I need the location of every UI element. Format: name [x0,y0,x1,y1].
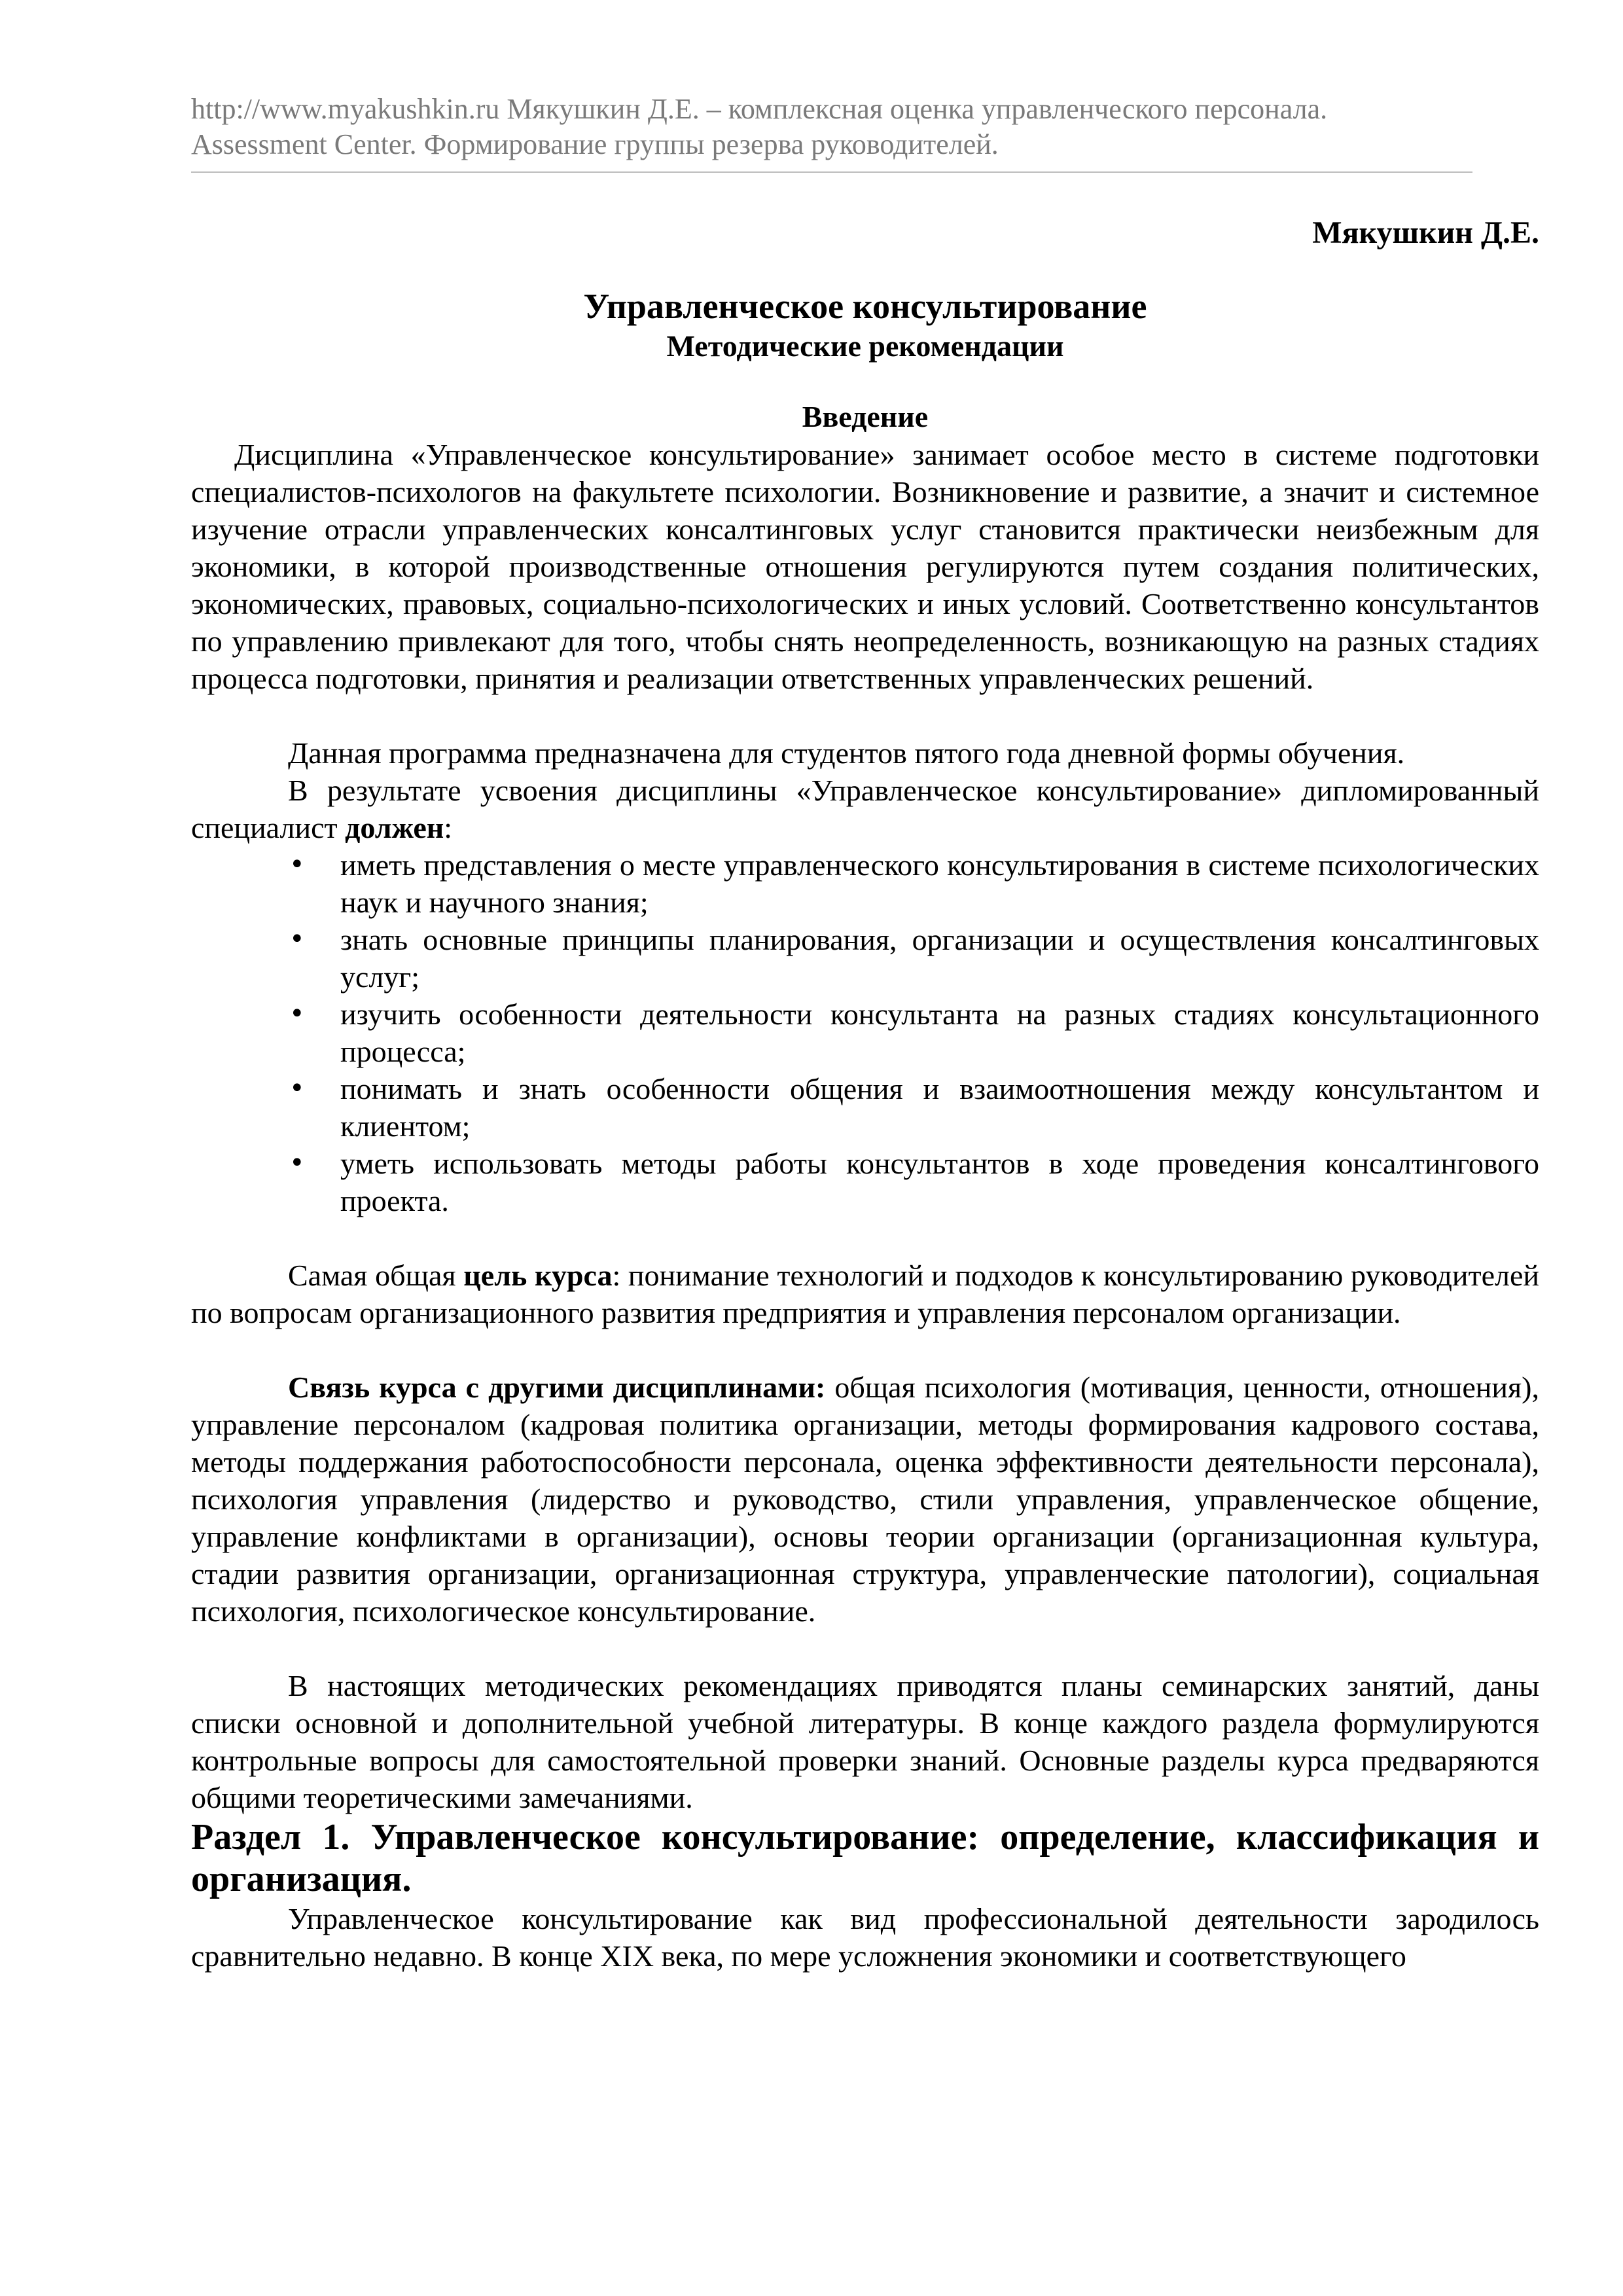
result-text-bold: должен [345,811,444,844]
author-name: Мякушкин Д.Е. [1312,215,1539,250]
list-item [289,996,1539,1070]
goal-text-start: Самая общая [288,1259,464,1292]
spacer [191,1630,1539,1667]
links-text: общая психология (мотивация, ценности, отношения), управление персоналом (кадровая политика организации, методы формирования кадрового состава, методы поддержания работоспособности персонала, оценка эффективности деятельности персонала), психология управления (лидерство и руководство, стили управления, управленческое общение, управление конфликтами в организации), основы теории организации (организационная культура, стадии развития организации, организационная структура, управленческие патологии), социальная психология, психологическое консультирование. [191,1371,1539,1628]
bullet-icon: • [289,1148,305,1178]
list-item [289,921,1539,996]
list-item-text: уметь использовать методы работы консультантов в ходе проведения консалтингового проекта. [340,1147,1539,1217]
goal-text-bold: цель курса [463,1259,613,1292]
program-paragraph: Данная программа предназначена для студентов пятого года дневной формы обучения. [288,736,1405,770]
header-divider [191,171,1472,173]
header-line-2: Assessment Center. Формирование группы резерва руководителей. [191,128,999,160]
bullet-icon: • [289,924,305,954]
links-text-bold: Связь курса с другими дисциплинами: [288,1371,826,1404]
list-item-text: изучить особенности деятельности консультанта на разных стадиях консультационного процесса; [340,997,1539,1068]
header-line-1: http://www.myakushkin.ru Мякушкин Д.Е. – комплексная оценка управленческого персонала. [191,93,1328,125]
goal-text-end: : понимание технологий и подходов к консультированию руководителей по вопросам организационного развития предприятия и управления персоналом организации. [191,1259,1540,1329]
document-title: Управленческое консультирование [583,287,1147,326]
section-1-paragraph: Управленческое консультирование как вид профессиональной деятельности зародилось сравнительно недавно. В конце XIX века, по мере усложнения экономики и соответствующего [191,1902,1539,1973]
requirements-list [191,846,1539,1219]
list-item-text: иметь представления о месте управленческого консультирования в системе психологических наук и научного знания; [340,848,1539,919]
bullet-icon: • [289,999,305,1029]
spacer [191,1219,1539,1257]
intro-paragraph: Дисциплина «Управленческое консультирование» занимает особое место в системе подготовки специалистов-психологов на факультете психологии. Возникновение и развитие, а значит и системное изучение отрасли управленческих консалтинговых услуг становится практически неизбежным для экономики, в которой производственные отношения регулируются путем создания политических, экономических, правовых, социально-психологических и иных условий. Соответственно консультантов по управлению привлекают для того, чтобы снять неопределенность, возникающую на разных стадиях процесса подготовки, принятия и реализации ответственных управленческих решений. [191,438,1539,695]
goal-paragraph [191,1257,1539,1331]
list-item-text: знать основные принципы планирования, организации и осуществления консалтинговых услуг; [340,923,1539,994]
methods-paragraph: В настоящих методических рекомендациях приводятся планы семинарских занятий, даны списки основной и дополнительной учебной литературы. В конце каждого раздела формулируются контрольные вопросы для самостоятельной проверки знаний. Основные разделы курса предваряются общими теоретическими замечаниями. [191,1669,1539,1814]
intro-heading: Введение [802,400,929,433]
document-subtitle: Методические рекомендации [666,329,1064,363]
bullet-icon: • [289,850,305,880]
spacer [191,697,1539,734]
spacer [191,1331,1539,1369]
list-item [289,1145,1539,1219]
list-item [289,846,1539,921]
result-text-end: : [444,811,453,844]
page-header [191,92,1474,162]
list-item [289,1070,1539,1145]
result-text-start: В результате усвоения дисциплины «Управленческое консультирование» дипломированный специалист [191,774,1539,844]
document-body [191,208,1539,1975]
section-1-heading: Раздел 1. Управленческое консультирование: определение, классификация и организация. [191,1817,1539,1899]
links-paragraph [191,1369,1539,1630]
result-paragraph [191,772,1539,846]
list-item-text: понимать и знать особенности общения и взаимоотношения между консультантом и клиентом; [340,1072,1539,1143]
bullet-icon: • [289,1073,305,1103]
